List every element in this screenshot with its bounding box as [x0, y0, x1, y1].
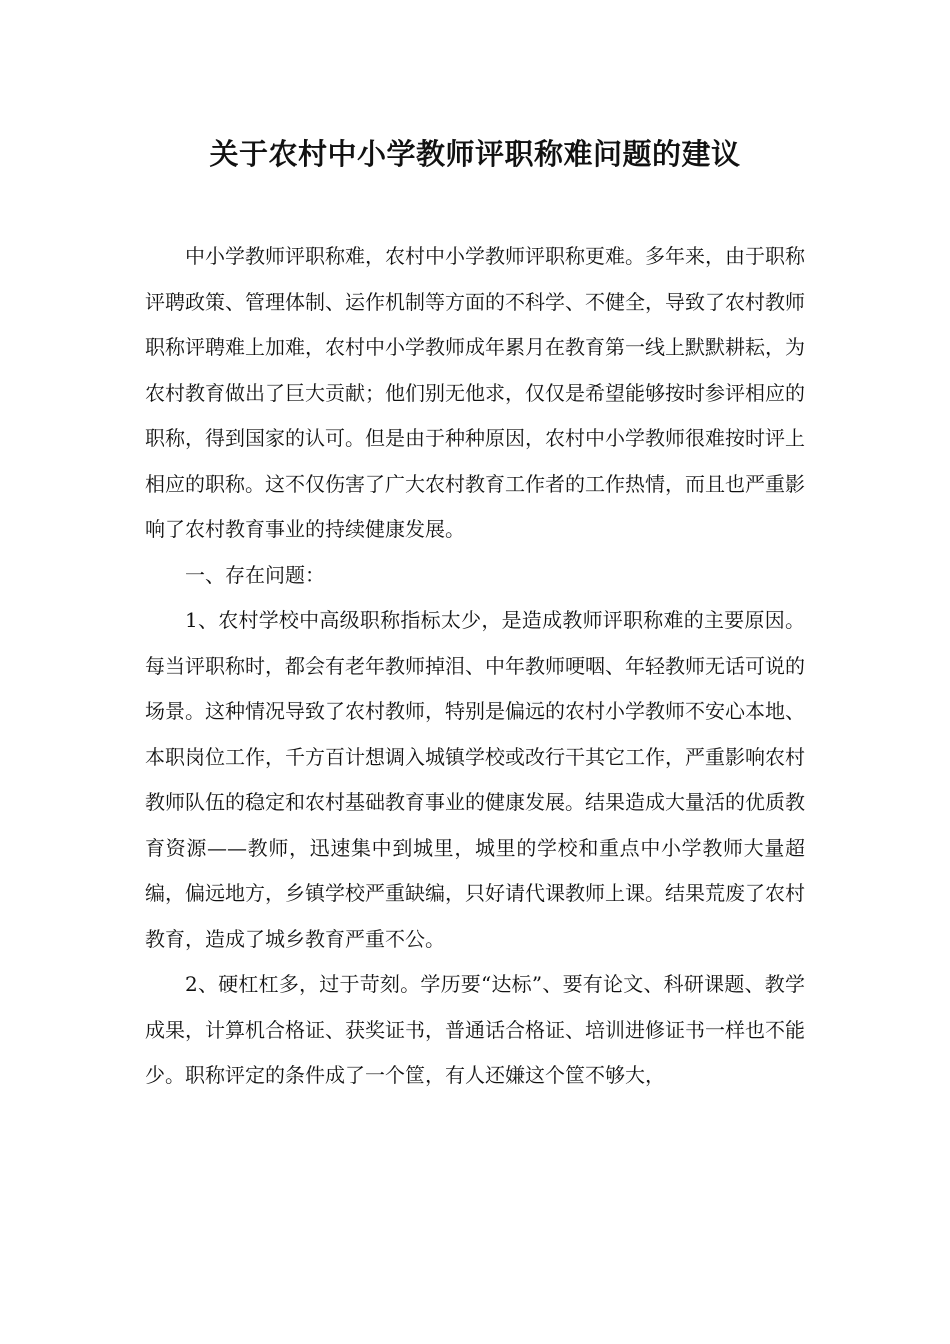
intro-paragraph: 中小学教师评职称难，农村中小学教师评职称更难。多年来，由于职称评聘政策、管理体制、运作机制等方面的不科学、不健全，导致了农村教师职称评聘难上加难，农村中小学教师成年累月在教育第一线上默默耕耘，为农村教育做出了巨大贡献；他们别无他求，仅仅是希望能够按时参评相应的职称，得到国家的认可。但是由于种种原因，农村中小学教师很难按时评上相应的职称。这不仅伤害了广大农村教育工作者的工作热情，而且也严重影响了农村教育事业的持续健康发展。	[145, 244, 805, 541]
problem-paragraph-1: 1、农村学校中高级职称指标太少，是造成教师评职称难的主要原因。每当评职称时，都会有老年教师掉泪、中年教师哽咽、年轻教师无话可说的场景。这种情况导致了农村教师，特别是偏远的农村小学教师不安心本地、本职岗位工作，千方百计想调入城镇学校或改行干其它工作，严重影响农村教师队伍的稳定和农村基础教育事业的健康发展。结果造成大量活的优质教育资源——教师，迅速集中到城里，城里的学校和重点中小学教师大量超编，偏远地方，乡镇学校严重缺编，只好请代课教师上课。结果荒废了农村教育，造成了城乡教育严重不公。	[145, 608, 805, 951]
section-heading-problems: 一、存在问题：	[185, 562, 325, 587]
document-body	[145, 234, 805, 1099]
document-title: 关于农村中小学教师评职称难问题的建议	[209, 137, 741, 171]
problem-paragraph-2: 2、硬杠杠多，过于苛刻。学历要“达标”、要有论文、科研课题、教学成果，计算机合格证、获奖证书，普通话合格证、培训进修证书一样也不能少。职称评定的条件成了一个筐，有人还嫌这个筐不够大，	[145, 972, 805, 1087]
